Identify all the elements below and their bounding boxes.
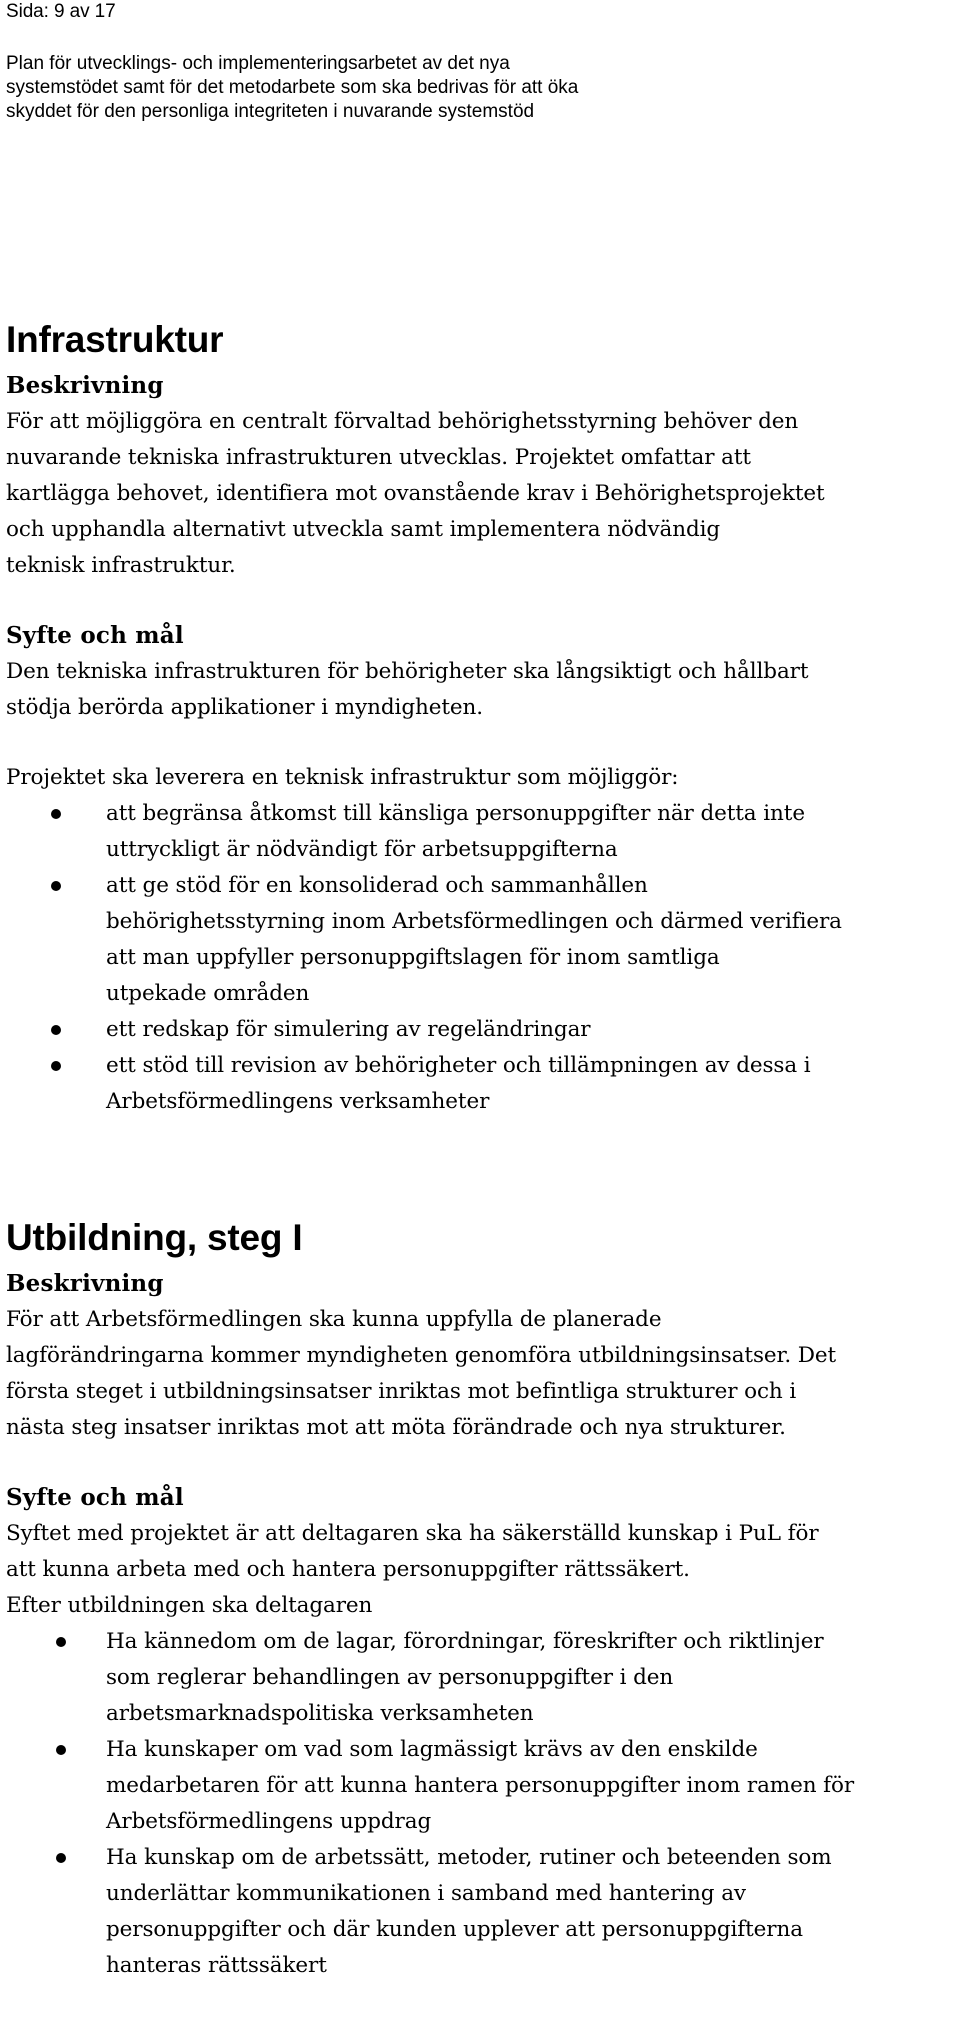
text-line: Syftet med projektet är att deltagaren ska ha säkerställd kunskap i PuL för — [6, 1521, 819, 1546]
text-line: att kunna arbeta med och hantera personuppgifter rättssäkert. — [6, 1557, 690, 1582]
text-line: teknisk infrastruktur. — [6, 553, 236, 578]
list-item-line: ett stöd till revision av behörigheter och tillämpningen av dessa i — [106, 1053, 811, 1078]
list-item — [6, 796, 950, 868]
leverans-list — [6, 796, 950, 1120]
list-item — [6, 1840, 950, 1984]
list-item-line: Ha kännedom om de lagar, förordningar, föreskrifter och riktlinjer — [106, 1629, 824, 1654]
document-title-line: skyddet för den personliga integriteten i nuvarande systemstöd — [6, 101, 535, 122]
list-item-line: personuppgifter och där kunden upplever att personuppgifterna — [106, 1917, 803, 1942]
list-item — [6, 1012, 950, 1048]
text-line: Den tekniska infrastrukturen för behörigheter ska långsiktigt och hållbart — [6, 659, 809, 684]
list-item-line: ett redskap för simulering av regeländringar — [106, 1017, 591, 1042]
bullet-icon — [56, 1853, 66, 1863]
text-line: lagförändringarna kommer myndigheten genomföra utbildningsinsatser. Det — [6, 1343, 837, 1368]
subheading-syfte-och-mal: Syfte och mål — [6, 622, 184, 649]
document-title-line: systemstödet samt för det metodarbete som ska bedrivas för att öka — [6, 77, 579, 98]
list-item-line: att begränsa åtkomst till känsliga personuppgifter när detta inte — [106, 801, 805, 826]
list-item-line: Ha kunskap om de arbetssätt, metoder, rutiner och beteenden som — [106, 1845, 832, 1870]
learning-goals-list — [6, 1624, 950, 1984]
list-item — [6, 1624, 950, 1732]
section-heading: Infrastruktur — [6, 319, 224, 360]
document-title — [6, 52, 946, 124]
list-item — [6, 1048, 950, 1120]
subheading-beskrivning: Beskrivning — [6, 1270, 164, 1297]
text-line: nuvarande tekniska infrastrukturen utvecklas. Projektet omfattar att — [6, 445, 751, 470]
bullet-icon — [56, 1745, 66, 1755]
list-item-line: hanteras rättssäkert — [106, 1953, 327, 1978]
list-item-line: Arbetsförmedlingens uppdrag — [106, 1809, 432, 1834]
list-item-line: medarbetaren för att kunna hantera personuppgifter inom ramen för — [106, 1773, 855, 1798]
list-item-line: utpekade områden — [106, 981, 310, 1006]
text-line: kartlägga behovet, identifiera mot ovanstående krav i Behörighetsprojektet — [6, 481, 825, 506]
text-line: och upphandla alternativt utveckla samt implementera nödvändig — [6, 517, 721, 542]
beskrivning-text — [6, 404, 950, 584]
text-line: stödja berörda applikationer i myndigheten. — [6, 695, 483, 720]
section-heading: Utbildning, steg I — [6, 1217, 303, 1258]
list-item-line: behörighetsstyrning inom Arbetsförmedlingen och därmed verifiera — [106, 909, 842, 934]
list-item-line: som reglerar behandlingen av personuppgifter i den — [106, 1665, 674, 1690]
syfte-text — [6, 654, 950, 726]
bullet-icon — [51, 1025, 61, 1035]
subheading-beskrivning: Beskrivning — [6, 372, 164, 399]
text-line: nästa steg insatser inriktas mot att möta förändrade och nya strukturer. — [6, 1415, 786, 1440]
list-item-line: underlättar kommunikationen i samband med hantering av — [106, 1881, 746, 1906]
beskrivning-text — [6, 1302, 950, 1446]
section-infrastruktur — [6, 318, 950, 1120]
list-item-line: uttryckligt är nödvändigt för arbetsuppgifterna — [106, 837, 618, 862]
bullet-icon — [56, 1637, 66, 1647]
list-item-line: att ge stöd för en konsoliderad och sammanhållen — [106, 873, 648, 898]
page-header — [6, 0, 946, 124]
bullet-icon — [51, 881, 61, 891]
document-title-line: Plan för utvecklings- och implementeringsarbetet av det nya — [6, 53, 510, 74]
leverans-intro: Projektet ska leverera en teknisk infrastruktur som möjliggör: — [6, 765, 679, 790]
text-line: första steget i utbildningsinsatser inriktas mot befintliga strukturer och i — [6, 1379, 797, 1404]
page-number: Sida: 9 av 17 — [6, 1, 116, 22]
list-item — [6, 1732, 950, 1840]
bullet-icon — [51, 809, 61, 819]
text-line: För att Arbetsförmedlingen ska kunna uppfylla de planerade — [6, 1307, 662, 1332]
section-utbildning — [6, 1216, 950, 1984]
list-item-line: Ha kunskaper om vad som lagmässigt krävs av den enskilde — [106, 1737, 758, 1762]
list-item — [6, 868, 950, 1012]
list-item-line: arbetsmarknadspolitiska verksamheten — [106, 1701, 534, 1726]
bullet-icon — [51, 1061, 61, 1071]
list-item-line: att man uppfyller personuppgiftslagen för inom samtliga — [106, 945, 720, 970]
syfte-text — [6, 1516, 950, 1624]
list-item-line: Arbetsförmedlingens verksamheter — [106, 1089, 490, 1114]
text-line: Efter utbildningen ska deltagaren — [6, 1593, 373, 1618]
subheading-syfte-och-mal: Syfte och mål — [6, 1484, 184, 1511]
text-line: För att möjliggöra en centralt förvaltad behörighetsstyrning behöver den — [6, 409, 799, 434]
